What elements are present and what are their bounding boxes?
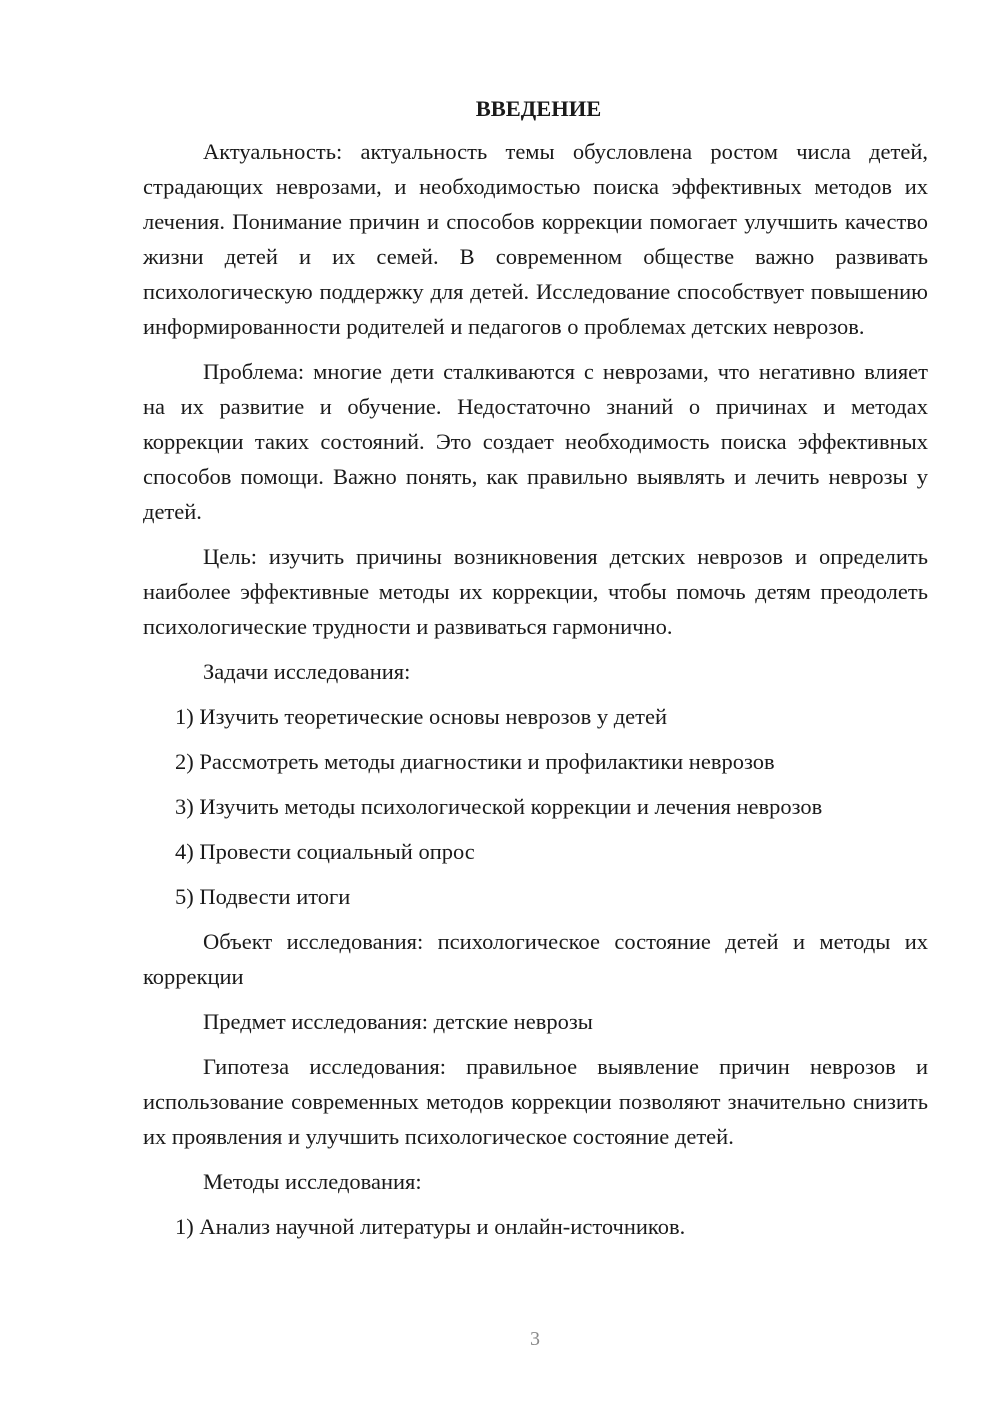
list-item: 5) Подвести итоги: [175, 884, 351, 909]
hypothesis-paragraph: Гипотеза исследования: правильное выявление причин неврозов и использование современных методов коррекции позволяют значительно снизить их проявления и улучшить психологическое состояние детей.: [143, 1054, 928, 1149]
methods-title: Методы исследования:: [203, 1169, 422, 1194]
relevance-paragraph: Актуальность: актуальность темы обусловлена ростом числа детей, страдающих неврозами, и необходимостью поиска эффективных методов их лечения. Понимание причин и способов коррекции помогает улучшить качество жизни детей и их семей. В современном обществе важно развивать психологическую поддержку для детей. Исследование способствует повышению информированности родителей и педагогов о проблемах детских неврозов.: [143, 139, 928, 339]
page-number: 3: [530, 1328, 540, 1350]
list-item: 2) Рассмотреть методы диагностики и профилактики неврозов: [175, 749, 775, 774]
list-item: 1) Анализ научной литературы и онлайн-источников.: [175, 1214, 686, 1239]
list-item: 4) Провести социальный опрос: [175, 839, 475, 864]
document-heading: ВВЕДЕНИЕ: [475, 96, 602, 121]
tasks-list: [143, 699, 928, 914]
methods-list: [143, 1209, 928, 1244]
list-item: 1) Изучить теоретические основы неврозов у детей: [175, 704, 668, 729]
subject-paragraph: Предмет исследования: детские неврозы: [203, 1009, 593, 1034]
goal-paragraph: Цель: изучить причины возникновения детских неврозов и определить наиболее эффективные методы их коррекции, чтобы помочь детям преодолеть психологические трудности и развиваться гармонично.: [143, 544, 928, 639]
list-item: 3) Изучить методы психологической коррекции и лечения неврозов: [175, 794, 823, 819]
tasks-title: Задачи исследования:: [203, 659, 411, 684]
object-paragraph: Объект исследования: психологическое состояние детей и методы их коррекции: [143, 929, 928, 989]
problem-paragraph: Проблема: многие дети сталкиваются с неврозами, что негативно влияет на их развитие и обучение. Недостаточно знаний о причинах и методах коррекции таких состояний. Это создает необходимость поиска эффективных способов помощи. Важно понять, как правильно выявлять и лечить неврозы у детей.: [143, 359, 928, 524]
document-page: [143, 92, 928, 1254]
